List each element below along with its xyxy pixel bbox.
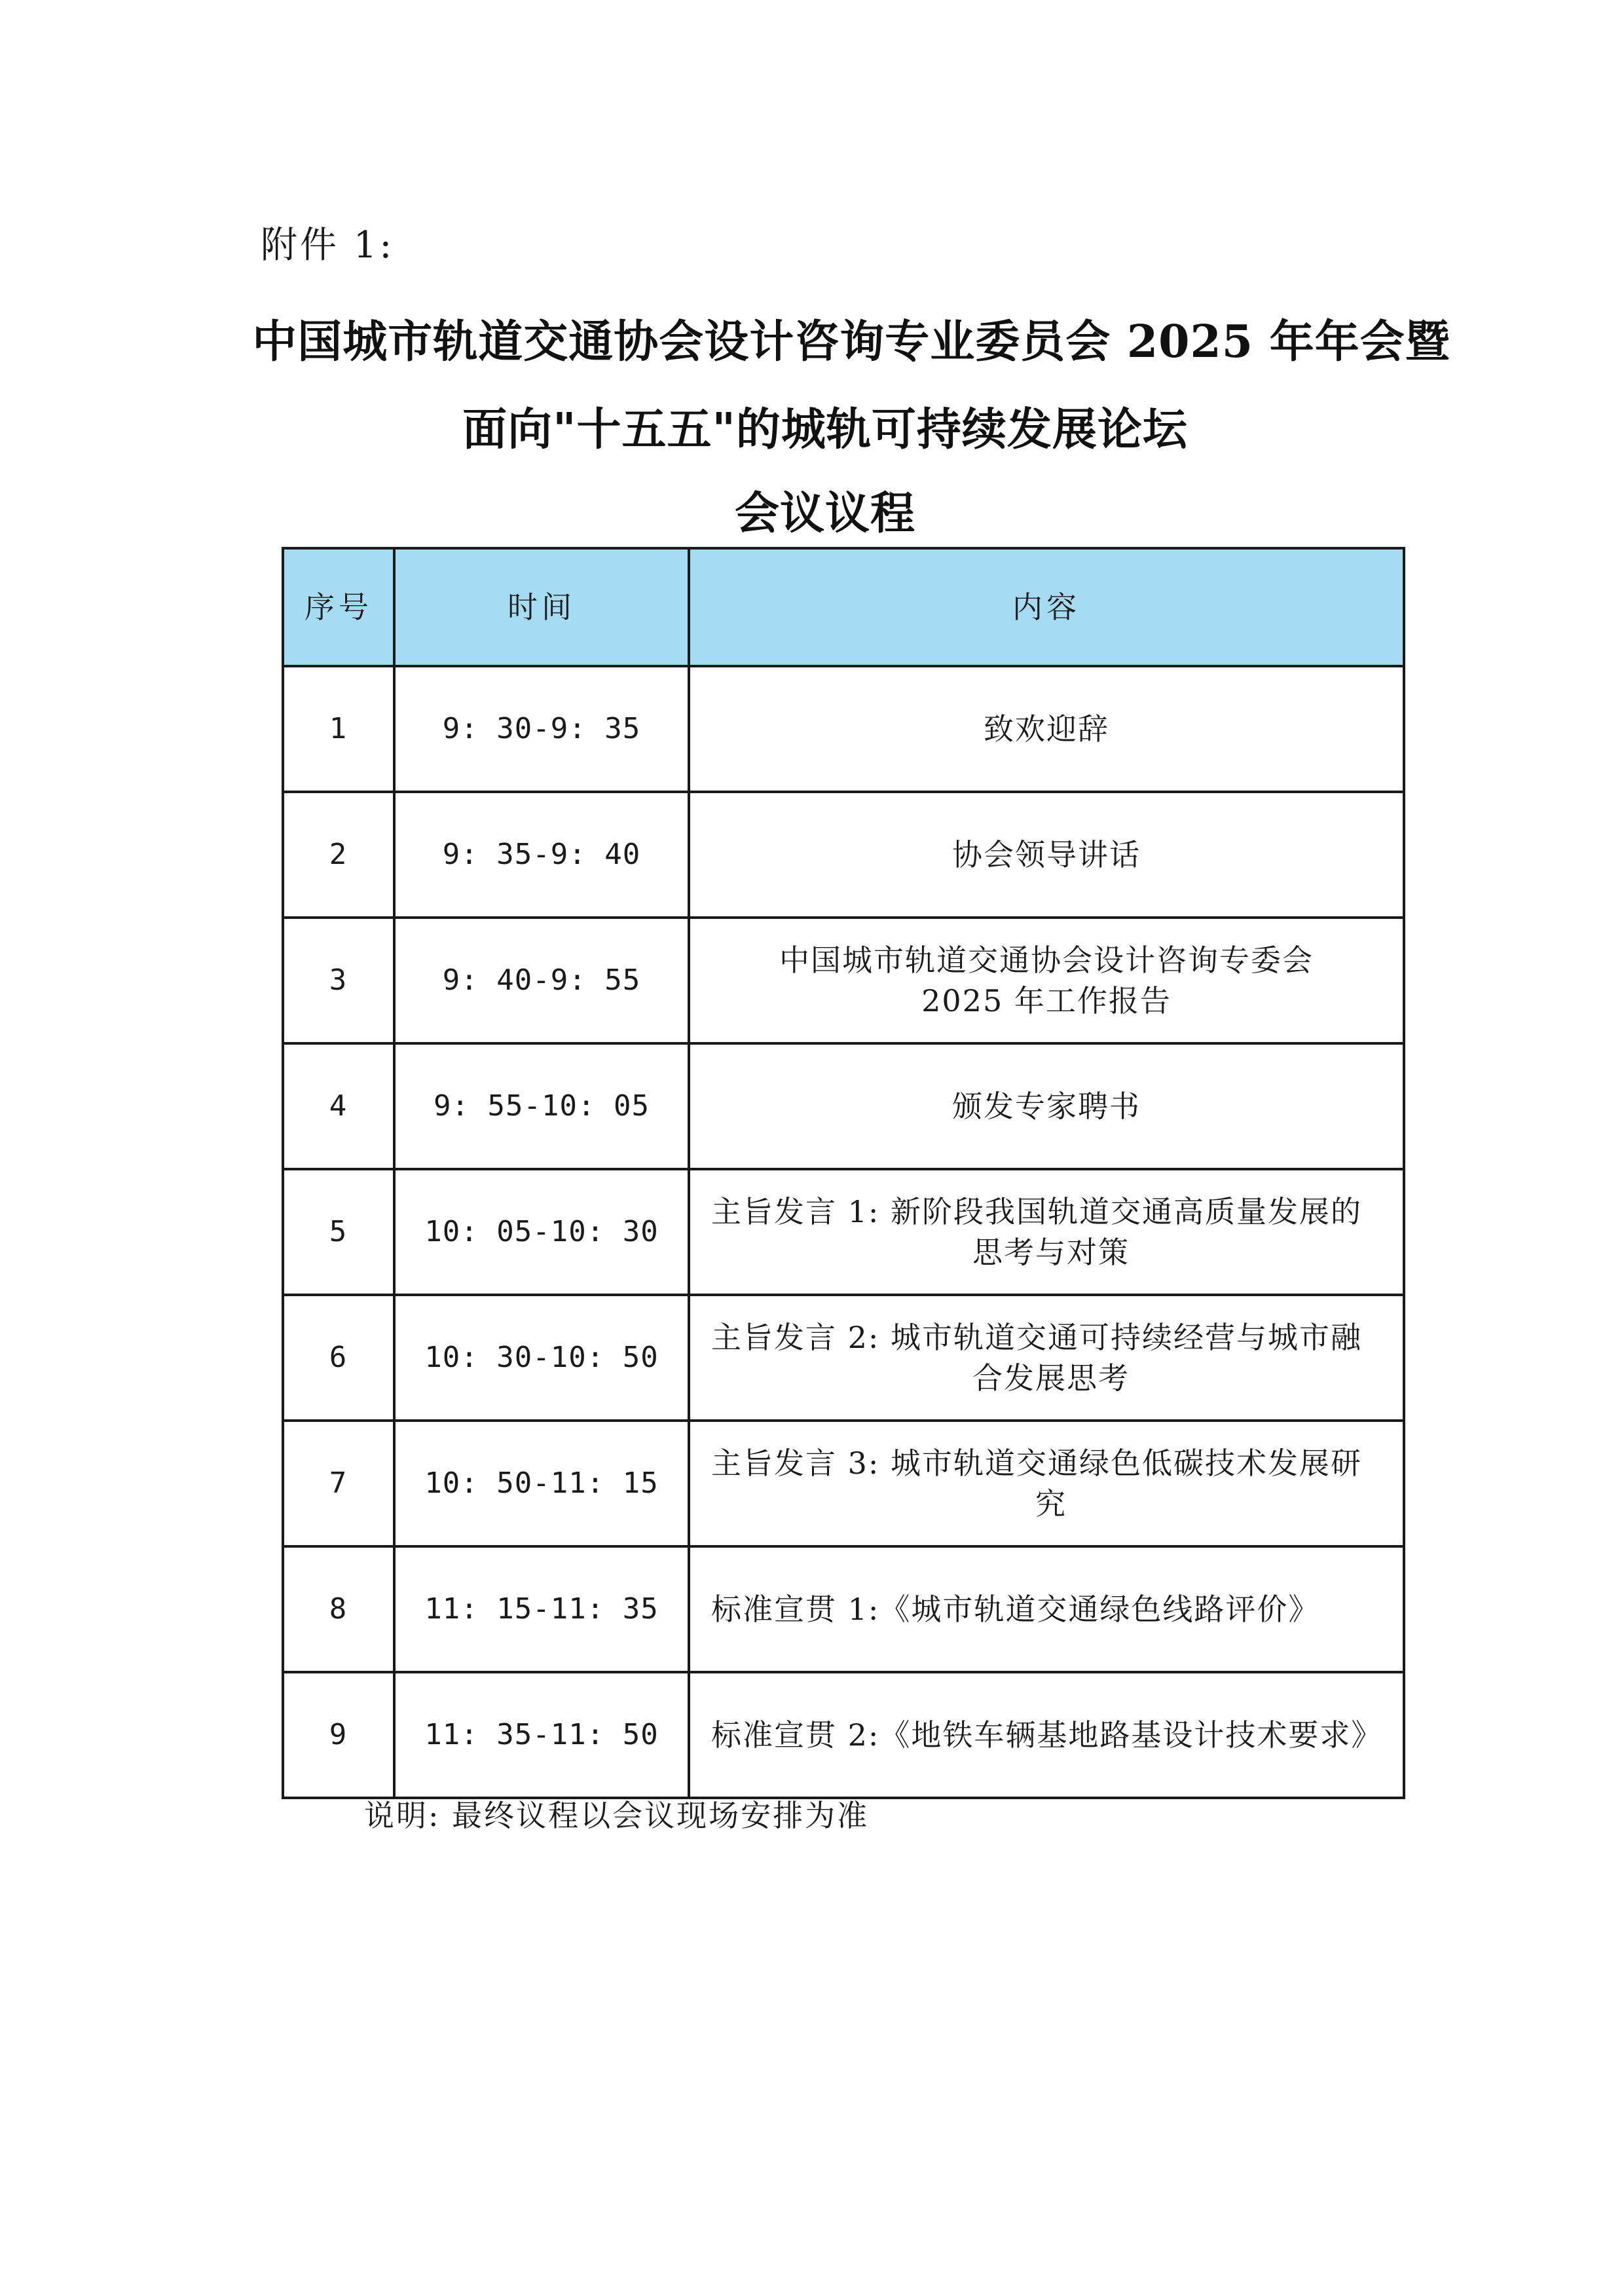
row-content bbox=[689, 1546, 1404, 1672]
document-title-line-2: 面向"十五五"的城轨可持续发展论坛 bbox=[462, 403, 1188, 456]
row-time: 11: 15-11: 35 bbox=[394, 1546, 689, 1672]
row-seq: 4 bbox=[283, 1043, 394, 1169]
agenda-table bbox=[282, 547, 1405, 1799]
header-seq: 序号 bbox=[283, 548, 394, 666]
row-content-line: 标准宣贯 2:《地铁车辆基地路基设计技术要求》 bbox=[711, 1717, 1383, 1753]
row-content bbox=[689, 1295, 1404, 1421]
row-seq: 7 bbox=[283, 1421, 394, 1546]
row-content bbox=[689, 918, 1404, 1043]
table-row bbox=[283, 1421, 1404, 1546]
row-content-line: 2025 年工作报告 bbox=[921, 983, 1172, 1018]
table-row bbox=[283, 666, 1404, 792]
agenda-note: 说明: 最终议程以会议现场安排为准 bbox=[364, 1798, 870, 1833]
table-row bbox=[283, 792, 1404, 918]
row-content-line: 主旨发言 2: 城市轨道交通可持续经营与城市融 bbox=[711, 1320, 1363, 1355]
row-time: 10: 50-11: 15 bbox=[394, 1421, 689, 1546]
row-time: 9: 55-10: 05 bbox=[394, 1043, 689, 1169]
row-content-line: 中国城市轨道交通协会设计咨询专委会 bbox=[779, 942, 1314, 978]
row-seq: 1 bbox=[283, 666, 394, 792]
table-row bbox=[283, 1672, 1404, 1798]
table-row bbox=[283, 1546, 1404, 1672]
table-row bbox=[283, 1295, 1404, 1421]
row-time: 10: 30-10: 50 bbox=[394, 1295, 689, 1421]
row-time: 10: 05-10: 30 bbox=[394, 1169, 689, 1295]
table-row bbox=[283, 1043, 1404, 1169]
row-time: 11: 35-11: 50 bbox=[394, 1672, 689, 1798]
document-title-line-1: 中国城市轨道交通协会设计咨询专业委员会 2025 年年会暨 bbox=[252, 316, 1450, 368]
row-content-line: 合发展思考 bbox=[972, 1360, 1130, 1396]
table-row bbox=[283, 918, 1404, 1043]
row-content-line: 思考与对策 bbox=[972, 1235, 1130, 1270]
row-content bbox=[689, 1421, 1404, 1546]
document-title-line-3: 会议议程 bbox=[734, 487, 915, 540]
row-time: 9: 40-9: 55 bbox=[394, 918, 689, 1043]
row-content-line: 标准宣贯 1:《城市轨道交通绿色线路评价》 bbox=[711, 1592, 1320, 1627]
agenda-header-row bbox=[283, 548, 1404, 666]
row-content bbox=[689, 1169, 1404, 1295]
row-seq: 3 bbox=[283, 918, 394, 1043]
row-content bbox=[689, 666, 1404, 792]
row-content-line: 究 bbox=[1035, 1486, 1067, 1521]
row-content-line: 致欢迎辞 bbox=[984, 711, 1109, 747]
table-row bbox=[283, 1169, 1404, 1295]
row-content-line: 协会领导讲话 bbox=[952, 837, 1141, 872]
row-time: 9: 30-9: 35 bbox=[394, 666, 689, 792]
attachment-label: 附件 1: bbox=[261, 224, 395, 267]
row-seq: 9 bbox=[283, 1672, 394, 1798]
row-seq: 8 bbox=[283, 1546, 394, 1672]
row-content-line: 主旨发言 3: 城市轨道交通绿色低碳技术发展研 bbox=[711, 1446, 1363, 1481]
header-content: 内容 bbox=[689, 548, 1404, 666]
row-seq: 6 bbox=[283, 1295, 394, 1421]
row-content bbox=[689, 1043, 1404, 1169]
row-content-line: 主旨发言 1: 新阶段我国轨道交通高质量发展的 bbox=[711, 1194, 1363, 1229]
header-time: 时间 bbox=[394, 548, 689, 666]
row-time: 9: 35-9: 40 bbox=[394, 792, 689, 918]
agenda-body bbox=[283, 666, 1404, 1798]
row-content bbox=[689, 1672, 1404, 1798]
row-seq: 2 bbox=[283, 792, 394, 918]
row-seq: 5 bbox=[283, 1169, 394, 1295]
row-content bbox=[689, 792, 1404, 918]
row-content-line: 颁发专家聘书 bbox=[952, 1089, 1141, 1124]
